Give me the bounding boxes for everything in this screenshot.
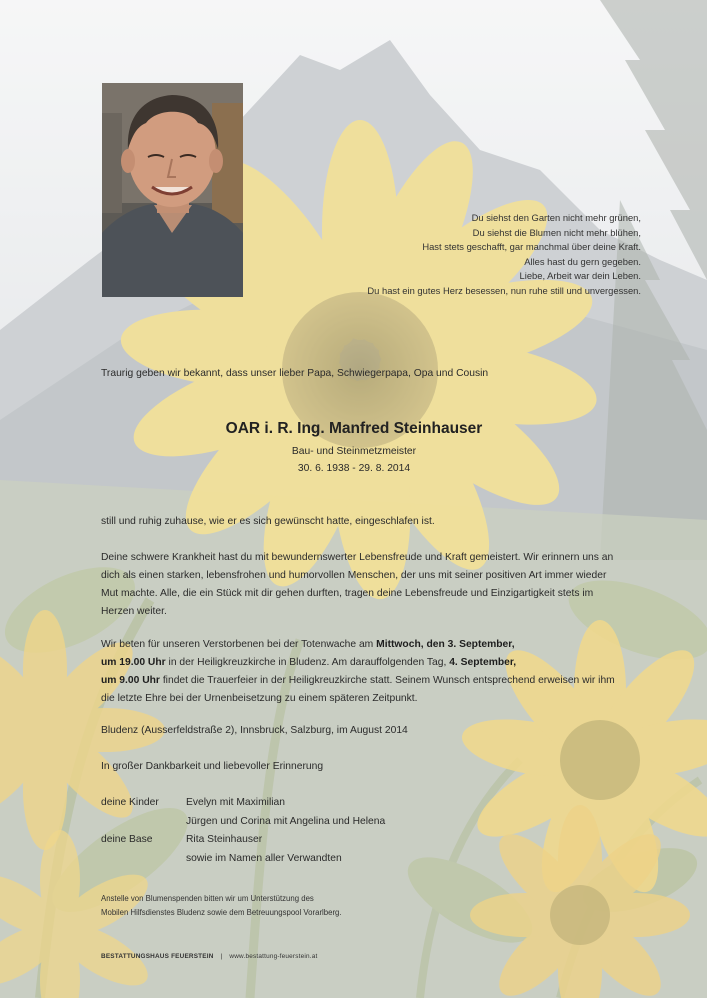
poem-line: Du hast ein gutes Herz besessen, nun ruhe still und unvergessen.: [367, 284, 641, 296]
deceased-occupation: Bau- und Steinmetzmeister: [291, 446, 417, 457]
donation-note-line: Mobilen Hilfsdienstes Bludenz sowie dem Betreuungspool Vorarlberg.: [101, 907, 342, 917]
family-row: [101, 831, 385, 850]
poem-line: Du siehst die Blumen nicht mehr blühen,: [472, 226, 641, 238]
family-list: [101, 794, 385, 868]
footer: [101, 953, 317, 960]
footer-separator: |: [220, 953, 223, 960]
children-names-1: Evelyn mit Maximilian: [186, 797, 285, 808]
wake-time: um 19.00 Uhr: [101, 657, 166, 668]
announcement-intro: Traurig geben wir bekannt, dass unser lieber Papa, Schwiegerpapa, Opa und Cousin: [101, 368, 489, 379]
donation-note: [101, 892, 342, 919]
family-row: [101, 813, 385, 832]
cousin-label: deine Base: [101, 834, 153, 845]
tribute-paragraph: Deine schwere Krankheit hast du mit bewundernswerter Lebensfreude und Kraft gemeistert. Wir erinnern uns an dich als einen starken, lebensfrohen und humorvollen Menschen, der uns mit seiner positiven Art immer wieder Mut machte. Alle, die ein Stück mit dir gehen durften, tragen deine Lebensfreude und Einzigartigkeit stets im Herzen weiter.: [101, 552, 614, 617]
service-date: 4. September,: [449, 657, 517, 668]
funeral-text-1: Wir beten für unseren Verstorbenen bei der Totenwache am: [101, 639, 377, 650]
passing-text: still und ruhig zuhause, wie er es sich gewünscht hatte, eingeschlafen ist.: [101, 516, 435, 527]
children-names-2: Jürgen und Corina mit Angelina und Helena: [186, 815, 386, 827]
funeral-home-name: BESTATTUNGSHAUS FEUERSTEIN: [101, 953, 214, 960]
cousin-name: Rita Steinhauser: [186, 834, 263, 845]
funeral-home-url[interactable]: www.bestattung-feuerstein.at: [229, 953, 318, 960]
life-dates: 30. 6. 1938 - 29. 8. 2014: [297, 463, 411, 474]
poem-line: Hast stets geschafft, gar manchmal über deine Kraft.: [422, 241, 641, 253]
deceased-name: OAR i. R. Ing. Manfred Steinhauser: [225, 420, 483, 437]
portrait-photo: [102, 83, 243, 297]
family-row: [101, 794, 385, 813]
wake-date: Mittwoch, den 3. September,: [376, 639, 515, 650]
funeral-text-3: findet die Trauerfeier in der Heiligkreuzkirche statt. Seinem Wunsch entsprechend erweisen wir ihm die letzte Ehre bei der Urnenbeisetzung zu einem späteren Zeitpunkt.: [101, 675, 615, 704]
children-label: deine Kinder: [101, 797, 159, 808]
poem-line: Alles hast du gern gegeben.: [524, 255, 641, 267]
poem-line: Du siehst den Garten nicht mehr grünen,: [471, 212, 641, 223]
relatives-line: sowie im Namen aller Verwandten: [186, 852, 342, 864]
poem: [281, 211, 641, 299]
poem-line: Liebe, Arbeit war dein Leben.: [519, 270, 641, 282]
funeral-text-2: in der Heiligkreuzkirche in Bludenz. Am darauffolgenden Tag,: [165, 657, 450, 668]
donation-note-line: Anstelle von Blumenspenden bitten wir um Unterstützung des: [101, 894, 314, 903]
place-and-date: Bludenz (Ausserfeldstraße 2), Innsbruck, Salzburg, im August 2014: [101, 725, 408, 736]
gratitude-line: In großer Dankbarkeit und liebevoller Erinnerung: [101, 761, 324, 772]
service-time: um 9.00 Uhr: [101, 675, 160, 686]
funeral-paragraph: [101, 636, 621, 708]
family-row: [101, 850, 385, 869]
